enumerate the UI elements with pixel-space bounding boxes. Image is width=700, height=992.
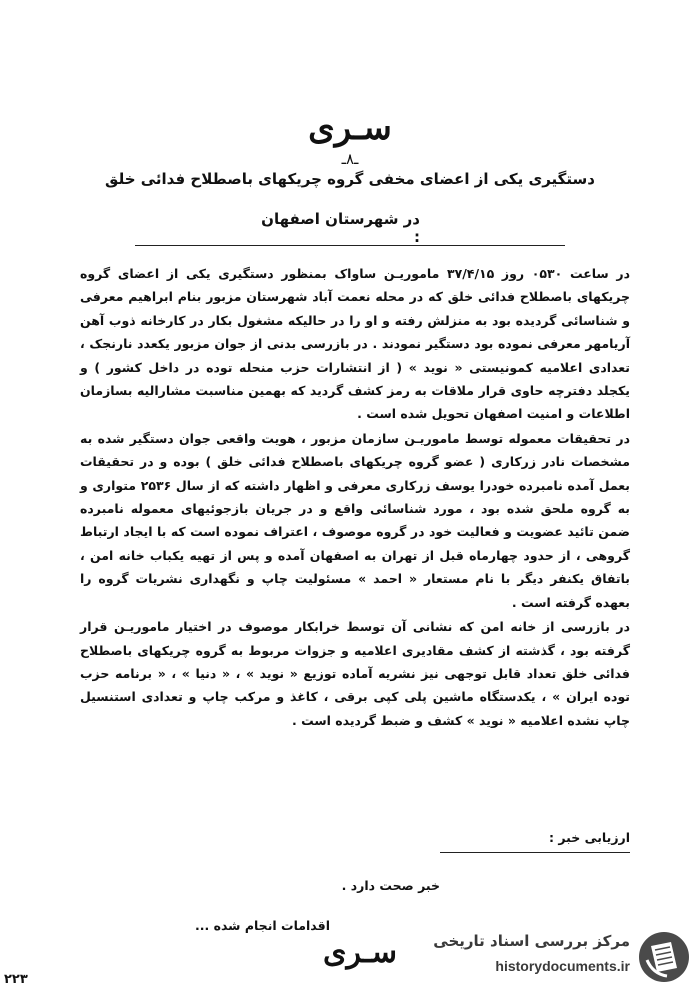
header-divider (135, 245, 565, 246)
classification-mark-top: سـری (308, 108, 392, 148)
body-paragraph-3: در بازرسی از خانه امن که نشانی آن توسط خرابکار موصوف در اختیار ماموریـن قرار گرفته بود ، گذشته از کشف مقادیری اعلامیه و جزوات مربوط به گروه چریکهای باصطلاح فدائی خلق تعداد قابل توجهی نیز نشریه آماده توزیع « نوید » ، « دنیا » ، « برنامه حزب توده ایران » ، یکدستگاه ماشین پلی کپی برقی ، کاغذ و مرکب چاپ و تعدادی استنسیل چاپ نشده اعلامیه « نوید » کشف و ضبط گردیده است . (80, 619, 630, 728)
evaluation-label: ارزیابی خبر : (549, 830, 630, 845)
evaluation-underline (440, 852, 630, 853)
document-title: دستگیری یکی از اعضای مخفی گروه چریکهای باصطلاح فدائی خلق (105, 170, 595, 188)
body-paragraph-2: در تحقیقات معموله توسط ماموریـن سازمان مزبور ، هویت واقعی جوان دستگیر شده به مشخصات نادر زرکاری ( عضو گروه چریکهای باصطلاح فدائی خلق ) بوده و در تحقیقات بعمل آمده نامبرده خودرا یوسف زرکاری معرفی و اظهار داشته که از سال ۲۵۳۶ متواری و به گروه ملحق شده بود ، مورد شناسائی واقع و در جریان بازجوئیهای معموله نامبرده ضمن تائید عضویت و فعالیت خود در گروه موصوف ، اعتراف نموده است که با ایجاد ارتباط گروهی ، از حدود چهارماه قبل از تهران به اصفهان آمده و پس از تهیه یکباب خانه امن ، باتفاق یکنفر دیگر با نام مستعار « احمد » مسئولیت چاپ و نگهداری نشریات گروه را بعهده گرفته است . (80, 430, 631, 610)
watermark-title: مرکز بررسی اسناد تاریخی (433, 932, 630, 950)
classification-mark-bottom: سـری (323, 935, 397, 970)
archive-logo-icon (637, 930, 691, 984)
watermark-url: historydocuments.ir (495, 958, 630, 974)
document-body (80, 262, 630, 733)
news-status: خبر صحت دارد . (341, 878, 440, 893)
body-paragraph-1: در ساعت ۰۵۳۰ روز ۳۷/۴/۱۵ ماموریـن ساواک بمنظور دستگیری یکی از اعضای گروه چریکهای باصطلاح فدائی خلق که در محله نعمت آباد شهرستان مزبور بنام ابراهیم معرفی و شناسائی گردیده بود به منزلش رفته و او را در حالیکه مشغول بکار در کارخانه ذوب آهن آریامهر معرفی نموده بود دستگیر نمودند . در بازرسی بدنی از جوان مزبور یکعدد نارنجک ، تعدادی اعلامیه کمونیستی « نوید » ( از انتشارات حزب منحله توده در داخل کشور ) و یکجلد دفترچه حاوی قرار ملاقات به رمز کشف گردید که بهمین مناسبت مشارالیه بسازمان اطلاعات و امنیت اصفهان تحویل شده است . (80, 266, 630, 422)
document-location: در شهرستان اصفهان : (261, 210, 420, 246)
actions-taken: اقدامات انجام شده ... (194, 918, 330, 933)
document-number: ـ۸ـ (341, 150, 359, 168)
page-number: ۲۲۳ (4, 972, 28, 987)
archive-watermark (425, 928, 695, 984)
